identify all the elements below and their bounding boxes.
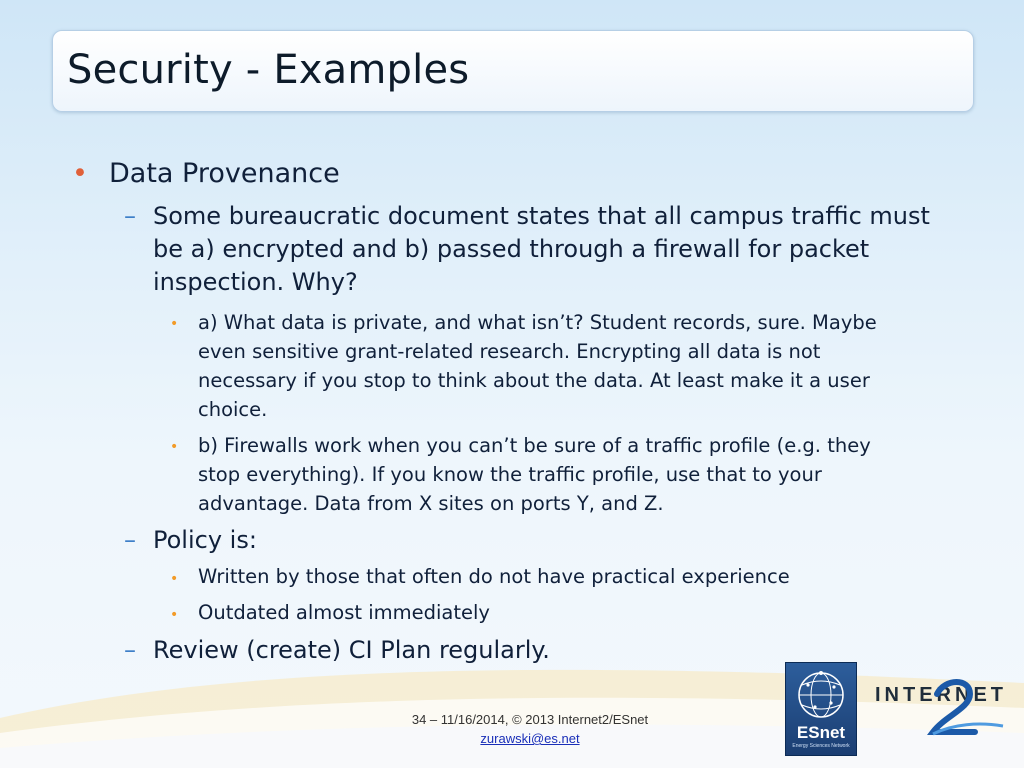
- internet2-logo-text: INTERNET: [875, 684, 1007, 706]
- bullet-dot-icon: •: [170, 316, 179, 332]
- bullet-level2-line: be a) encrypted and b) passed through a firewall for packet: [153, 235, 870, 263]
- bullet-level2-line: Review (create) CI Plan regularly.: [153, 636, 550, 664]
- dash-icon: –: [124, 526, 136, 554]
- bullet-level3-line: stop everything). If you know the traffic profile, use that to your: [198, 463, 822, 486]
- bullet-dot-icon: •: [170, 439, 179, 455]
- dash-icon: –: [124, 202, 136, 230]
- internet2-swoosh-icon: [875, 672, 1015, 747]
- bullet-dot-icon: •: [72, 158, 88, 189]
- bullet-level3-line: choice.: [198, 398, 268, 421]
- bullet-level2-line: inspection. Why?: [153, 268, 358, 296]
- bullet-level1: [72, 158, 88, 189]
- bullet-level2-line: Some bureaucratic document states that all campus traffic must: [153, 202, 930, 230]
- footer-email-link[interactable]: zurawski@es.net: [480, 731, 580, 746]
- slide-title: Security - Examples: [67, 47, 470, 93]
- bullet-level3-line: Outdated almost immediately: [198, 601, 490, 624]
- bullet-level3-line: b) Firewalls work when you can’t be sure of a traffic profile (e.g. they: [198, 434, 871, 457]
- logo-area: [785, 662, 1015, 758]
- internet2-logo: [875, 680, 1015, 750]
- bullet-level3-line: even sensitive grant-related research. Encrypting all data is not: [198, 340, 821, 363]
- footer-page-info: 34 – 11/16/2014, © 2013 Internet2/ESnet: [411, 712, 649, 727]
- bullet-dot-icon: •: [170, 607, 179, 623]
- esnet-logo: [785, 662, 857, 756]
- esnet-logo-subtext: Energy Sciences Network: [792, 743, 850, 749]
- slide-footer: [340, 712, 720, 746]
- bullet-level3-line: Written by those that often do not have practical experience: [198, 565, 790, 588]
- esnet-logo-text: ESnet: [796, 723, 846, 742]
- bullet-level3-line: advantage. Data from X sites on ports Y, and Z.: [198, 492, 664, 515]
- bullet-level3-line: necessary if you stop to think about the data. At least make it a user: [198, 369, 870, 392]
- bullet-level3-line: a) What data is private, and what isn’t? Student records, sure. Maybe: [198, 311, 877, 334]
- dash-icon: –: [124, 636, 136, 664]
- bullet-level2-line: Policy is:: [153, 526, 257, 554]
- globe-icon: [786, 663, 856, 723]
- bullet-level1-text: Data Provenance: [109, 158, 340, 189]
- bullet-dot-icon: •: [170, 571, 179, 587]
